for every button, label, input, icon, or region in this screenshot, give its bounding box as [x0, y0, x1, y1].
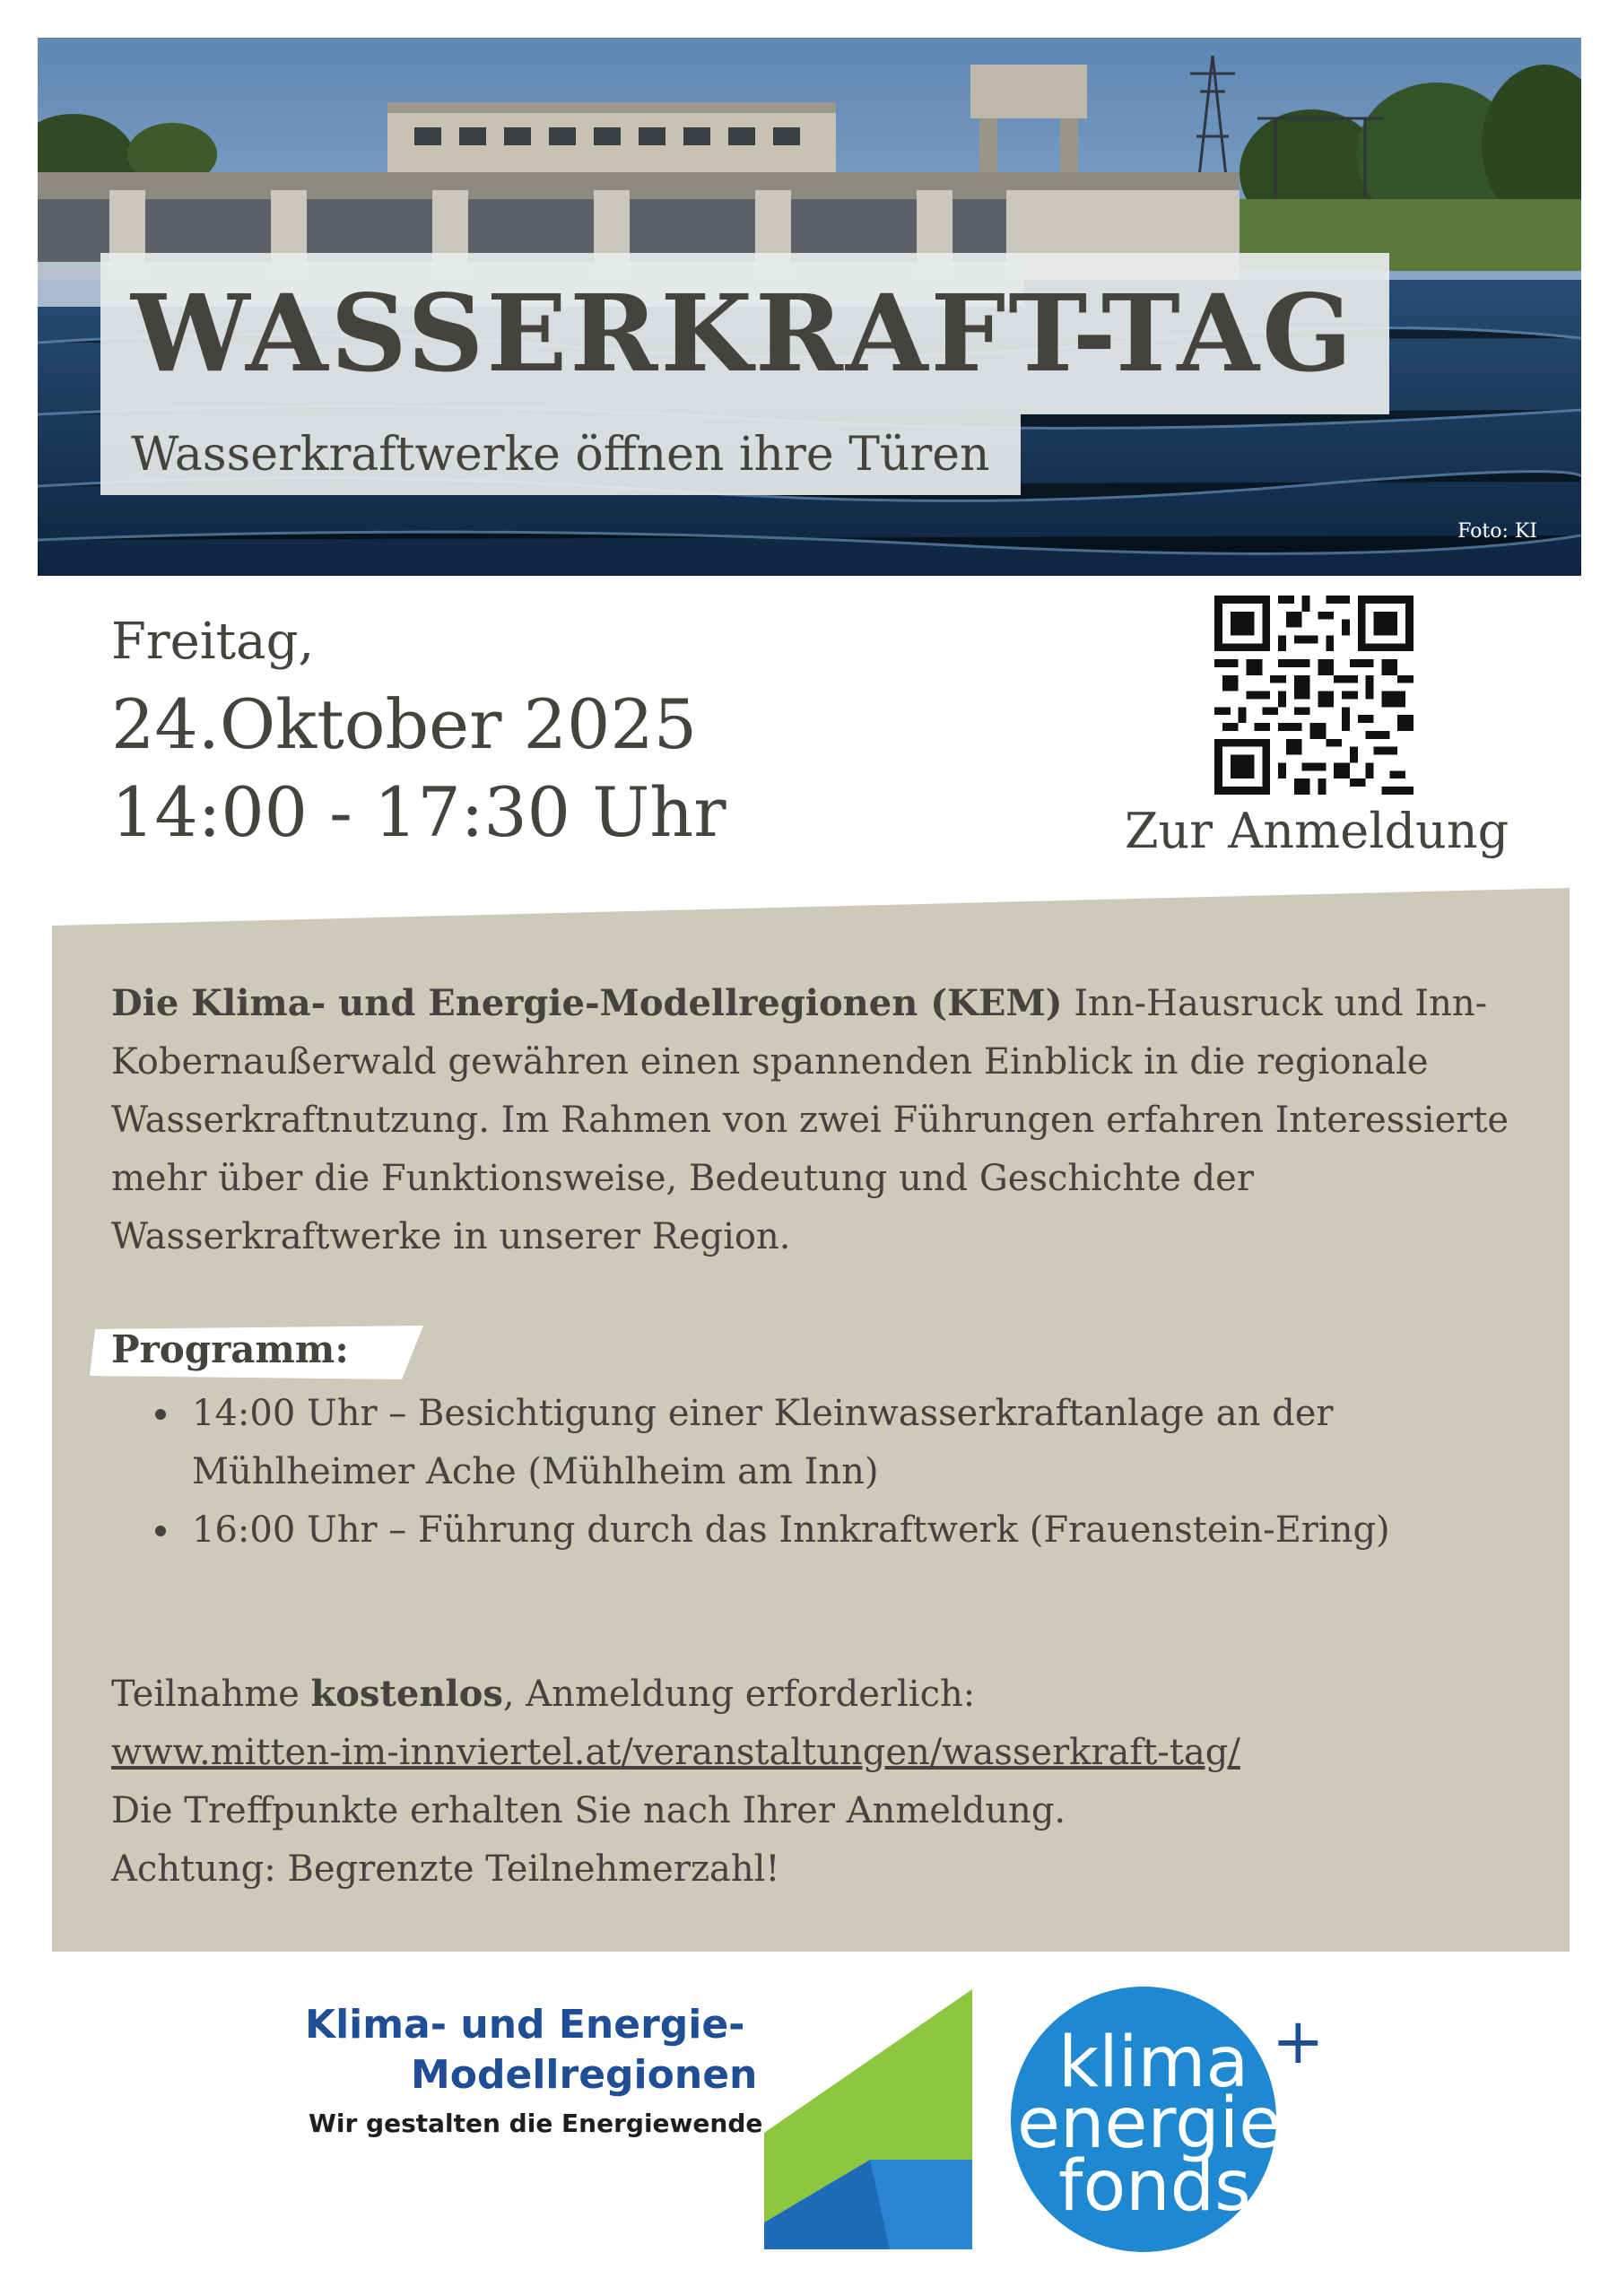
participant-warning: Achtung: Begrenzte Teilnehmerzahl! — [111, 1848, 780, 1890]
kem-logo-slogan: Wir gestalten die Energiewende — [309, 2109, 763, 2138]
program-label: Programm: — [111, 1327, 349, 1371]
page-subtitle: Wasserkraftwerke öffnen ihre Türen — [131, 428, 990, 482]
event-weekday: Freitag, — [111, 613, 315, 671]
kef-logo-line3: fonds — [1058, 2146, 1251, 2227]
program-item-2: • 16:00 Uhr – Führung durch das Innkraftwerk (Frauenstein-Ering) — [183, 1501, 1501, 1560]
qr-label: Zur Anmeldung — [1125, 803, 1509, 859]
kem-logo-mark — [764, 1989, 972, 2249]
signup-prefix: Teilnahme — [111, 1674, 311, 1715]
signup-link[interactable]: www.mitten-im-innviertel.at/veranstaltungen/wasserkraft-tag/ — [111, 1732, 1240, 1773]
kef-logo-line2: energie — [1017, 2083, 1283, 2164]
subtitle-box — [100, 414, 1021, 495]
kem-logo-title-line1: Klima- und Energie- — [305, 2002, 745, 2048]
signup-block — [111, 1665, 1546, 1899]
program-list — [138, 1385, 1501, 1560]
signup-free: kostenlos — [310, 1673, 503, 1715]
intro-paragraph — [111, 974, 1510, 1266]
page-title: WASSERKRAFT-TAG — [131, 271, 1355, 396]
program-item-1: • 14:00 Uhr – Besichtigung einer Kleinwasserkraftanlage an der Mühlheimer Ache (Mühlheim am Inn) — [183, 1385, 1501, 1501]
photo-credit: Foto: KI — [1457, 520, 1537, 543]
kef-logo-plus: + — [1272, 2005, 1325, 2078]
event-time: 14:00 - 17:30 Uhr — [111, 772, 726, 852]
signup-suffix: , Anmeldung erforderlich: — [502, 1674, 976, 1715]
intro-bold: Die Klima- und Energie-Modellregionen (KEM) — [111, 982, 1063, 1024]
qr-code[interactable] — [1214, 596, 1414, 795]
meeting-note: Die Treffpunkte erhalten Sie nach Ihrer Anmeldung. — [111, 1790, 1066, 1831]
event-date: 24.Oktober 2025 — [111, 684, 698, 764]
title-box — [100, 253, 1389, 414]
klima-energie-fonds-logo — [1005, 1980, 1327, 2258]
intro-text: Inn-Hausruck und Inn-Kobernaußerwald gewähren einen spannenden Einblick in die regionale Wasserkraftnutzung. Im Rahmen von zwei Führungen erfahren Interessierte mehr über die Funktionsweise, Bedeutung und Geschichte der Wasserkraftwerke in unserer Region. — [111, 983, 1509, 1257]
signup-line — [111, 1665, 1546, 1724]
kem-logo-title-line2: Modellregionen — [411, 2052, 758, 2098]
kef-logo-line1: klima — [1058, 2022, 1249, 2103]
